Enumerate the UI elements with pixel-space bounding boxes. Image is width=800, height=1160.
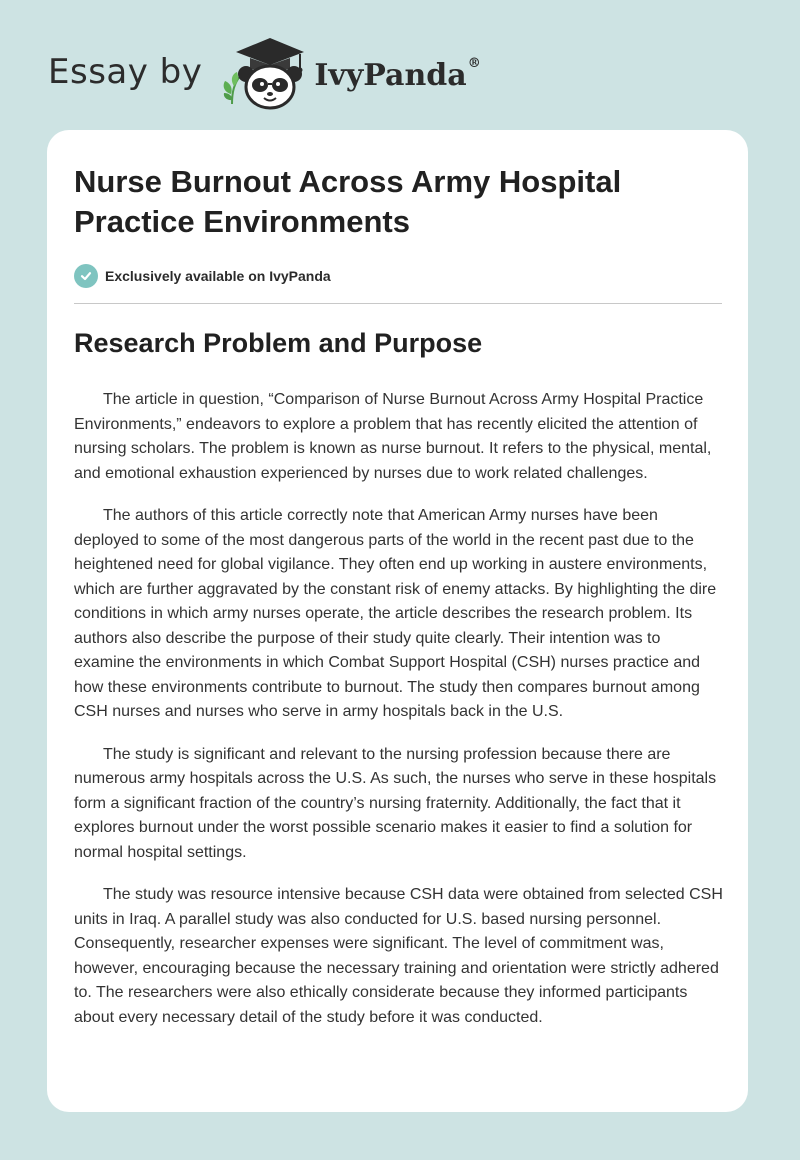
exclusive-badge	[74, 264, 331, 288]
page-title: Nurse Burnout Across Army Hospital Practice Environments	[74, 164, 622, 239]
badge-label: Exclusively available on IvyPanda	[105, 268, 331, 284]
brand-prefix: Essay by	[48, 52, 203, 92]
paragraph: The study was resource intensive because CSH data were obtained from selected CSH units in Iraq. A parallel study was also conducted for U.S. based nursing personnel. Consequently, researcher expenses were significant. The level of commitment was, however, encouraging because the necessary training and orientation were strictly adhered to. The researchers were also ethically considerate because they informed participants about every necessary detail of the study before it was conducted.	[74, 886, 723, 1026]
divider	[74, 303, 722, 304]
brand-logo[interactable]	[48, 34, 481, 110]
paragraph: The article in question, “Comparison of Nurse Burnout Across Army Hospital Practice Environments,” endeavors to explore a problem that has recently elicited the attention of nursing scholars. The problem is known as nurse burnout. It refers to the physical, mental, and emotional exhaustion experienced by nurses due to work related challenges.	[74, 391, 712, 482]
brand-name: IvyPanda®	[314, 55, 481, 93]
panda-mascot-icon	[218, 34, 308, 110]
checkmark-icon	[74, 264, 98, 288]
paragraph: The authors of this article correctly note that American Army nurses have been deployed to some of the most dangerous parts of the world in the recent past due to the heightened need for global vigilance. They often end up working in austere environments, which are further aggravated by the constant risk of enemy attacks. By highlighting the dire conditions in which army nurses operate, the article describes the research problem. Its authors also describe the purpose of their study quite clearly. Their intention was to examine the environments in which Combat Support Hospital (CSH) nurses practice and how these environments contribute to burnout. The study then compares burnout among CSH nurses and nurses who serve in army hospitals back in the U.S.	[74, 507, 717, 720]
essay-card	[47, 130, 748, 1112]
paragraph: The study is significant and relevant to the nursing profession because there are numerous army hospitals across the U.S. As such, the nurses who serve in these hospitals form a significant fraction of the country’s nursing fraternity. Additionally, the fact that it explores burnout under the worst possible scenario makes it easier to find a solution for normal hospital settings.	[74, 745, 717, 861]
registered-mark: ®	[467, 55, 481, 71]
essay-body	[74, 388, 724, 1048]
section-heading: Research Problem and Purpose	[74, 328, 483, 358]
